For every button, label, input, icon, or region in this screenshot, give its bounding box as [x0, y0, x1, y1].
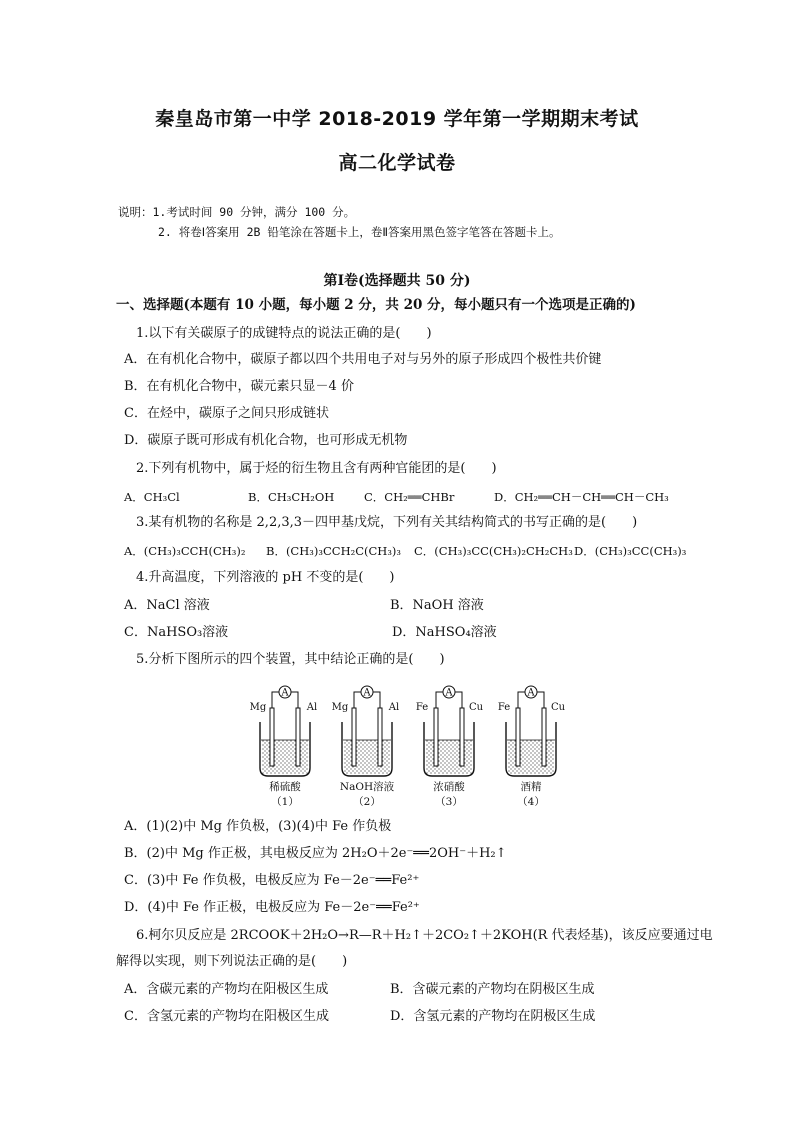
q4-option-b: B．NaOH 溶液	[390, 598, 484, 613]
solution	[426, 740, 472, 774]
right-electrode	[460, 708, 464, 766]
cell-number-label: （4）	[517, 796, 545, 808]
q5-option-b: B．(2)中 Mg 作正极，其电极反应为 2H₂O＋2e⁻══2OH⁻＋H₂↑	[124, 846, 507, 861]
wire-left	[272, 692, 279, 708]
wire-right	[373, 692, 380, 708]
q4-option-a: A．NaCl 溶液	[124, 598, 210, 613]
solution-label: 稀硫酸	[269, 781, 301, 793]
q2-option-b: B．CH₃CH₂OH	[248, 490, 335, 504]
left-electrode	[516, 708, 520, 766]
solution-label: 浓硝酸	[433, 781, 465, 793]
ammeter-label: A	[281, 687, 289, 699]
solution	[344, 740, 390, 774]
right-electrode	[542, 708, 546, 766]
q5-option-a: A．(1)(2)中 Mg 作负极，(3)(4)中 Fe 作负极	[124, 819, 392, 834]
left-electrode-label: Mg	[331, 702, 349, 713]
exam-title: 秦皇岛市第一中学 2018-2019 学年第一学期期末考试	[155, 108, 639, 130]
q2-option-a: A．CH₃Cl	[124, 490, 180, 504]
left-electrode	[270, 708, 274, 766]
q3-option-d: D．(CH₃)₃CC(CH₃)₃	[574, 544, 687, 558]
galvanic-cell-4	[498, 686, 566, 808]
left-electrode-label: Mg	[249, 702, 267, 713]
cell-number-label: （1）	[271, 796, 299, 808]
q1-option-d: D．碳原子既可形成有机化合物，也可形成无机物	[124, 433, 408, 448]
galvanic-cell-2	[332, 686, 400, 808]
section-heading: 一、选择题(本题有 10 小题，每小题 2 分，共 20 分，每小题只有一个选项是正确的)	[116, 297, 636, 313]
q6-option-d: D．含氢元素的产物均在阴极区生成	[390, 1009, 596, 1024]
right-electrode	[378, 708, 382, 766]
section-title: 第Ⅰ卷(选择题共 50 分)	[323, 273, 471, 289]
q6-option-a: A．含碳元素的产物均在阳极区生成	[124, 982, 329, 997]
right-electrode-label: Cu	[550, 702, 566, 713]
left-electrode	[434, 708, 438, 766]
wire-right	[291, 692, 298, 708]
wire-right	[537, 692, 544, 708]
q1-option-c: C．在烃中，碳原子之间只形成链状	[124, 406, 329, 421]
galvanic-cell-3	[416, 686, 484, 808]
right-electrode-label: Al	[306, 702, 318, 713]
cell-number-label: （2）	[353, 796, 381, 808]
left-electrode	[352, 708, 356, 766]
wire-left	[354, 692, 361, 708]
q5-stem: 5.分析下图所示的四个装置，其中结论正确的是( )	[136, 652, 445, 667]
q4-option-d: D．NaHSO₄溶液	[392, 625, 497, 640]
q2-option-c: C．CH₂══CHBr	[364, 490, 455, 504]
q2-stem: 2.下列有机物中，属于烃的衍生物且含有两种官能团的是( )	[136, 461, 497, 476]
ammeter-label: A	[527, 687, 535, 699]
note-line-1: 说明：1.考试时间 90 分钟，满分 100 分。	[118, 205, 356, 219]
right-electrode	[296, 708, 300, 766]
q1-option-a: A．在有机化合物中，碳原子都以四个共用电子对与另外的原子形成四个极性共价键	[124, 352, 602, 367]
note-line-2: 2. 将卷Ⅰ答案用 2B 铅笔涂在答题卡上，卷Ⅱ答案用黑色签字笔答在答题卡上。	[158, 225, 561, 239]
ammeter-label: A	[363, 687, 371, 699]
solution-label: 酒精	[520, 781, 542, 793]
q3-stem: 3.某有机物的名称是 2,2,3,3－四甲基戊烷，下列有关其结构简式的书写正确的是( )	[136, 515, 638, 530]
right-electrode-label: Cu	[468, 702, 484, 713]
q3-option-b: B．(CH₃)₃CCH₂C(CH₃)₃	[266, 544, 402, 558]
solution	[262, 740, 308, 774]
q6-option-b: B．含碳元素的产物均在阴极区生成	[390, 982, 595, 997]
left-electrode-label: Fe	[415, 702, 429, 713]
solution-label: NaOH溶液	[339, 781, 395, 793]
ammeter-label: A	[445, 687, 453, 699]
q5-option-c: C．(3)中 Fe 作负极，电极反应为 Fe－2e⁻══Fe²⁺	[124, 873, 420, 888]
q4-stem: 4.升高温度，下列溶液的 pH 不变的是( )	[136, 570, 395, 585]
q6-stem-line-1: 6.柯尔贝反应是 2RCOOK＋2H₂O→R—R＋H₂↑＋2CO₂↑＋2KOH(R 代表烃基)，该反应要通过电	[136, 928, 713, 943]
q4-option-c: C．NaHSO₃溶液	[124, 625, 229, 640]
exam-subtitle: 高二化学试卷	[338, 152, 456, 174]
wire-left	[518, 692, 525, 708]
q6-stem-line-2: 解得以实现，则下列说法正确的是( )	[116, 954, 348, 969]
right-electrode-label: Al	[388, 702, 400, 713]
left-electrode-label: Fe	[497, 702, 511, 713]
wire-left	[436, 692, 443, 708]
galvanic-cells-figure	[242, 680, 582, 810]
wire-right	[455, 692, 462, 708]
galvanic-cell-1	[250, 686, 318, 808]
q3-option-a: A．(CH₃)₃CCH(CH₃)₂	[124, 544, 246, 558]
q5-option-d: D．(4)中 Fe 作正极，电极反应为 Fe－2e⁻══Fe²⁺	[124, 900, 420, 915]
q6-option-c: C．含氢元素的产物均在阳极区生成	[124, 1009, 329, 1024]
solution	[508, 740, 554, 774]
q1-stem: 1.以下有关碳原子的成键特点的说法正确的是( )	[136, 326, 432, 341]
q1-option-b: B．在有机化合物中，碳元素只显－4 价	[124, 379, 354, 394]
q2-option-d: D．CH₂══CH－CH══CH－CH₃	[494, 490, 669, 504]
cell-number-label: （3）	[435, 796, 463, 808]
q3-option-c: C．(CH₃)₃CC(CH₃)₂CH₂CH₃	[414, 544, 573, 558]
